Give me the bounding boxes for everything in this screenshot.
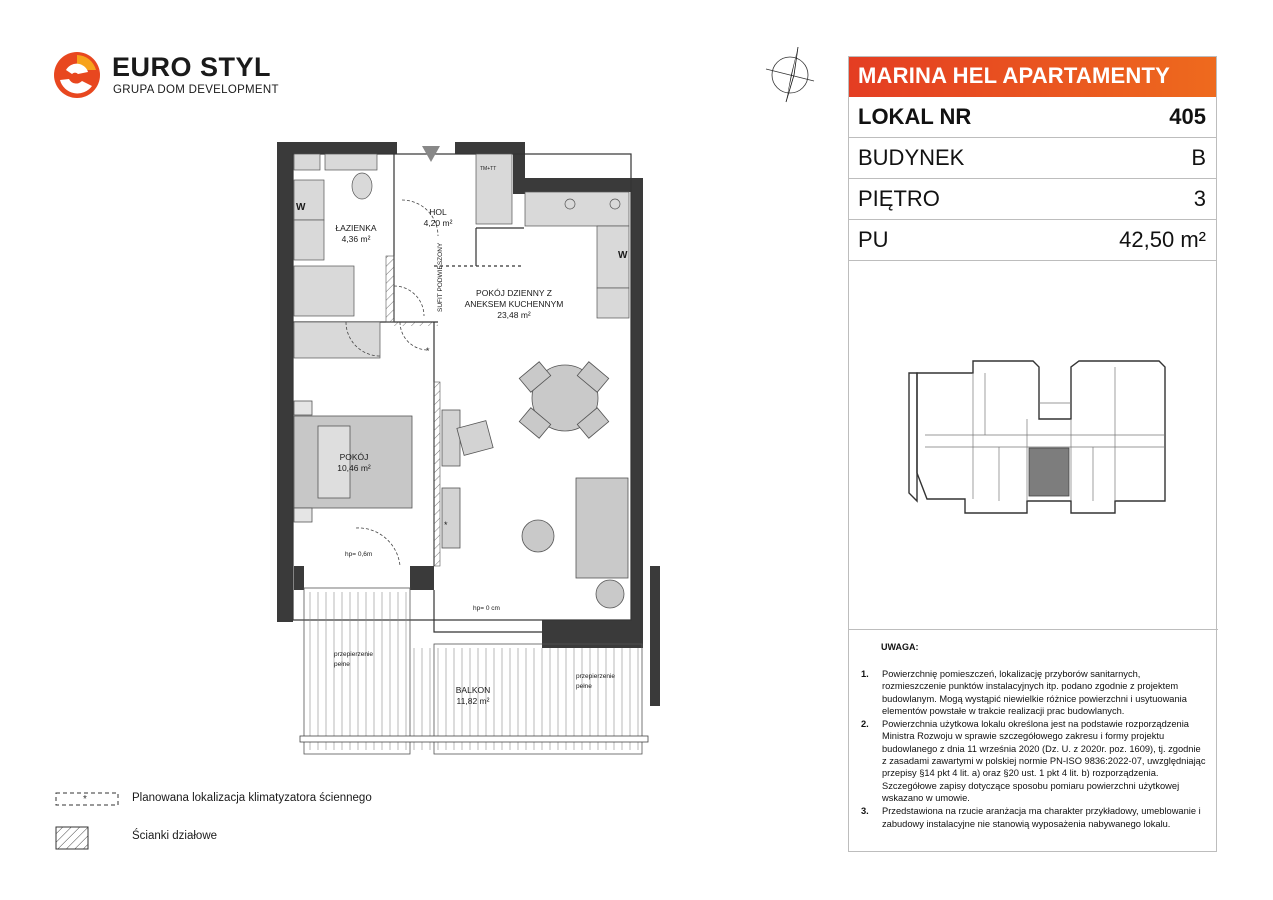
hp-living-label: hp= 0 cm bbox=[473, 605, 500, 612]
partition-left-2: pełne bbox=[334, 661, 350, 668]
building-key-plan bbox=[903, 353, 1169, 523]
area-label: PU bbox=[858, 227, 889, 252]
floor-label: PIĘTRO bbox=[858, 186, 940, 211]
room-area-balcony: 11,82 m² bbox=[456, 696, 490, 706]
note-number: 2. bbox=[861, 719, 869, 730]
legend-item-ac bbox=[55, 790, 455, 814]
partition-left-1: przepierzenie bbox=[334, 651, 374, 658]
project-title: MARINA HEL APARTAMENTY bbox=[849, 57, 1216, 97]
room-area-living: 23,48 m² bbox=[497, 310, 531, 320]
room-area-bathroom: 4,36 m² bbox=[341, 234, 371, 244]
room-name-living-2: ANEKSEM KUCHENNYM bbox=[464, 299, 564, 309]
area-value: 42,50 m² bbox=[1119, 227, 1206, 252]
room-name-living-1: POKÓJ DZIENNY Z bbox=[476, 288, 552, 298]
building-value: B bbox=[1191, 145, 1206, 170]
unit-number-label: LOKAL NR bbox=[858, 104, 972, 129]
notes-title: UWAGA: bbox=[881, 642, 919, 652]
ac-marker-1: * bbox=[426, 346, 430, 356]
hp-room-label: hp= 0,6m bbox=[345, 551, 373, 558]
room-name-bedroom: POKÓJ bbox=[339, 452, 369, 462]
euro-styl-logo-icon bbox=[52, 50, 102, 100]
note-number: 1. bbox=[861, 669, 869, 679]
w-label-kitchen: W bbox=[618, 250, 628, 261]
notes-section bbox=[849, 629, 1218, 831]
north-arrow-icon bbox=[760, 44, 820, 106]
hatch-pattern-icon bbox=[55, 826, 89, 850]
building-label: BUDYNEK bbox=[858, 145, 965, 170]
note-item bbox=[861, 668, 1206, 717]
row-unit-number bbox=[849, 97, 1216, 138]
legend-ac-label: Planowana lokalizacja klimatyzatora ściennego bbox=[132, 792, 372, 804]
partition-right-1: przepierzenie bbox=[576, 673, 616, 680]
ac-marker-2: * bbox=[444, 520, 448, 530]
note-text: Przedstawiona na rzucie aranżacja ma charakter przykładowy, umeblowanie i zabudowy instalacyjne nie stanowią wyposażenia nabywanego lokalu. bbox=[882, 806, 1201, 829]
brand-subtitle: GRUPA DOM DEVELOPMENT bbox=[113, 84, 279, 96]
row-building bbox=[849, 138, 1216, 179]
notes-list bbox=[861, 668, 1206, 830]
floor-value: 3 bbox=[1193, 186, 1206, 211]
ceiling-label: SUFIT PODWIESZONY bbox=[437, 242, 444, 312]
info-panel bbox=[848, 56, 1217, 852]
tm-label: TM+TT bbox=[480, 166, 497, 172]
brand-name: EURO STYL bbox=[112, 52, 272, 82]
note-text: Powierzchnia użytkowa lokalu określona jest na podstawie rozporządzenia Ministra Rozwoju w sprawie szczegółowego zakresu i formy projektu budowlanego z dnia 11 września 2020 (Dz. U. z 2020r. poz. 1609), tj. zgodnie z zasadami zawartymi w polskiej normie PN-ISO 9836:2022-07, uwzględniając przepisy §14 pkt 4 lit. a) oraz §20 ust. 1 pkt 4 lit. b) rozporządzenia. Szczegółowe zapisy dotyczące sposobu pomiaru powierzchni użytkowej wskazano w umowie. bbox=[882, 719, 1206, 803]
ac-dashed-box-icon bbox=[55, 790, 119, 808]
floor-plan bbox=[270, 136, 670, 760]
note-item bbox=[861, 718, 1206, 804]
room-area-hall: 4,20 m² bbox=[423, 218, 453, 228]
partition-right-2: pełne bbox=[576, 683, 592, 690]
unit-number-value: 405 bbox=[1169, 104, 1206, 129]
legend-ac-symbol: * bbox=[83, 794, 87, 805]
row-area bbox=[849, 220, 1216, 261]
note-number: 3. bbox=[861, 806, 869, 817]
legend-partition-label: Ścianki działowe bbox=[132, 830, 218, 842]
note-item bbox=[861, 805, 1206, 830]
room-name-bathroom: ŁAZIENKA bbox=[335, 223, 377, 233]
logo bbox=[52, 50, 282, 102]
legend-item-partition bbox=[55, 826, 455, 850]
room-name-hall: HOL bbox=[429, 207, 447, 217]
room-name-balcony: BALKON bbox=[455, 685, 491, 695]
room-area-bedroom: 10,46 m² bbox=[337, 463, 371, 473]
w-label-bath: W bbox=[296, 202, 306, 213]
legend bbox=[55, 790, 455, 860]
row-floor bbox=[849, 179, 1216, 220]
note-text: Powierzchnię pomieszczeń, lokalizację przyborów sanitarnych, rozmieszczenie punktów instalacyjnych itp. podano zgodnie z projektem budowlanym. Mogą wystąpić niewielkie różnice powierzchni i usytuowania elementów powstałe w trakcie realizacji prac budowlanych. bbox=[882, 669, 1187, 716]
